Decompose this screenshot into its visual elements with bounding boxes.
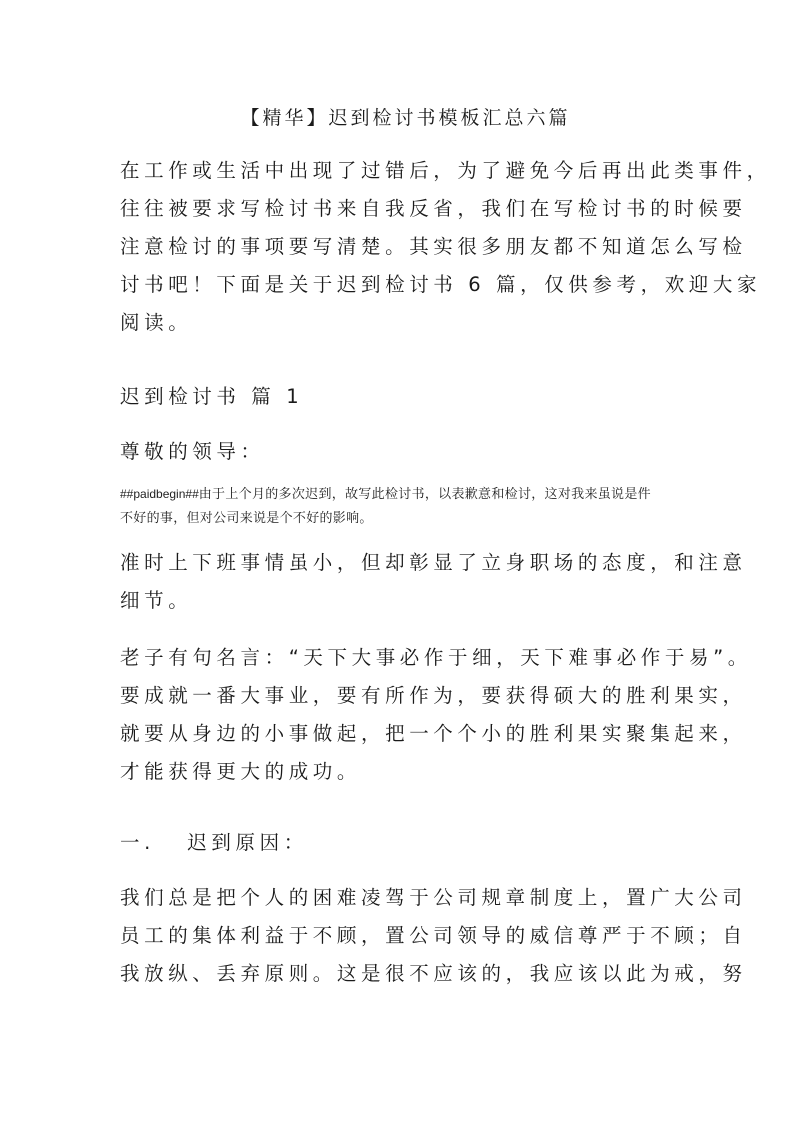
paragraph-3 [120,639,752,791]
paragraph-4 [120,879,747,993]
small-line: 不好的事，但对公司来说是个不好的影响。 [120,511,373,526]
subheading-text: 一. 迟到原因： [120,831,308,854]
section-heading [120,378,680,416]
small-line [120,482,680,507]
paragraph-line: 员工的集体利益于不顾，置公司领导的威信尊严于不顾；自 [120,924,747,947]
intro-line: 讨书吧！下面是关于迟到检讨书 6 篇，仅供参考，欢迎大家 [120,273,762,296]
intro-line: 阅读。 [120,311,193,334]
paragraph-line: 我放纵、丢弃原则。这是很不应该的，我应该以此为戒，努 [120,962,747,985]
salutation [120,433,680,471]
intro-line: 往往被要求写检讨书来自我反省，我们在写检讨书的时候要 [120,197,747,220]
small-paragraph [120,482,680,531]
paragraph-line: 才能获得更大的成功。 [120,760,362,783]
document-title: 【精华】迟到检讨书模板汇总六篇 [240,107,571,129]
small-line-text: 由于上个月的多次迟到，故写此检讨书，以表歉意和检讨，这对我来虽说是件 [198,487,651,502]
paragraph-line: 准时上下班事情虽小，但却彰显了立身职场的态度，和注意 [120,551,747,574]
paragraph-line: 细节。 [120,589,193,612]
paragraph-2 [120,544,747,620]
paragraph-line: 要成就一番大事业，要有所作为，要获得硕大的胜利果实， [120,684,747,707]
section-heading-text: 迟到检讨书 篇 1 [120,385,304,408]
paragraph-line: 我们总是把个人的困难凌驾于公司规章制度上，置广大公司 [120,886,747,909]
paragraph-line: 就要从身边的小事做起，把一个个小的胜利果实聚集起来， [120,722,747,745]
paid-marker: ##paidbegin## [120,487,199,501]
salutation-text: 尊敬的领导： [120,440,265,463]
paragraph-line: 老子有句名言：“天下大事必作于细，天下难事必作于易”。 [120,646,752,669]
subheading [120,824,680,862]
intro-paragraph [120,152,771,342]
intro-line: 在工作或生活中出现了过错后，为了避免今后再出此类事件， [120,159,771,182]
intro-line: 注意检讨的事项要写清楚。其实很多朋友都不知道怎么写检 [120,235,747,258]
